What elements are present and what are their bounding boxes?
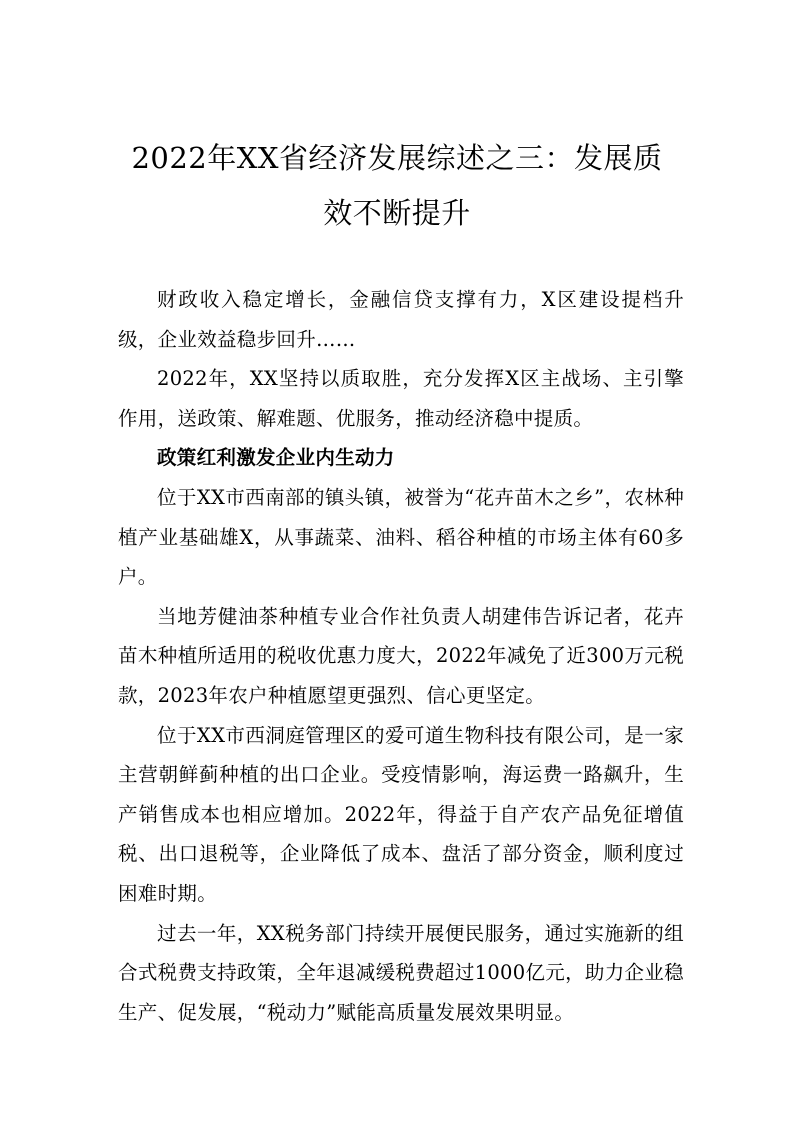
paragraph-zhentou-town: 位于XX市西南部的镇头镇，被誉为“花卉苗木之乡”，农林种植产业基础雄X，从事蔬菜、油料、稻谷种植的市场主体有60多户。 xyxy=(118,485,684,589)
document-title-line-2: 效不断提升 xyxy=(323,196,471,230)
paragraph-tax-department: 过去一年，XX税务部门持续开展便民服务，通过实施新的组合式税费支持政策，全年退减缓税费超过1000亿元，助力企业稳生产、促发展，“税动力”赋能高质量发展效果明显。 xyxy=(118,921,684,1024)
paragraph-cooperative: 当地芳健油茶种植专业合作社负责人胡建伟告诉记者，花卉苗木种植所适用的税收优惠力度大，2022年减免了近300万元税款，2023年农户种植愿望更强烈、信心更坚定。 xyxy=(118,604,684,707)
document-body xyxy=(118,280,684,1032)
document-title-line-1: 2022年XX省经济发展综述之三：发展质 xyxy=(131,141,663,175)
paragraph-intro: 财政收入稳定增长，金融信贷支撑有力，X区建设提档升级，企业效益稳步回升…… xyxy=(118,288,684,351)
paragraph-overview: 2022年，XX坚持以质取胜，充分发挥X区主战场、主引擎作用，送政策、解难题、优服务，推动经济稳中提质。 xyxy=(118,367,684,430)
paragraph-biotech-company: 位于XX市西洞庭管理区的爱可道生物科技有限公司，是一家主营朝鲜蓟种植的出口企业。受疫情影响，海运费一路飙升，生产销售成本也相应增加。2022年，得益于自产农产品免征增值税、出口退税等，企业降低了成本、盘活了部分资金，顺利度过困难时期。 xyxy=(118,723,684,905)
section-heading: 政策红利激发企业内生动力 xyxy=(157,446,395,470)
